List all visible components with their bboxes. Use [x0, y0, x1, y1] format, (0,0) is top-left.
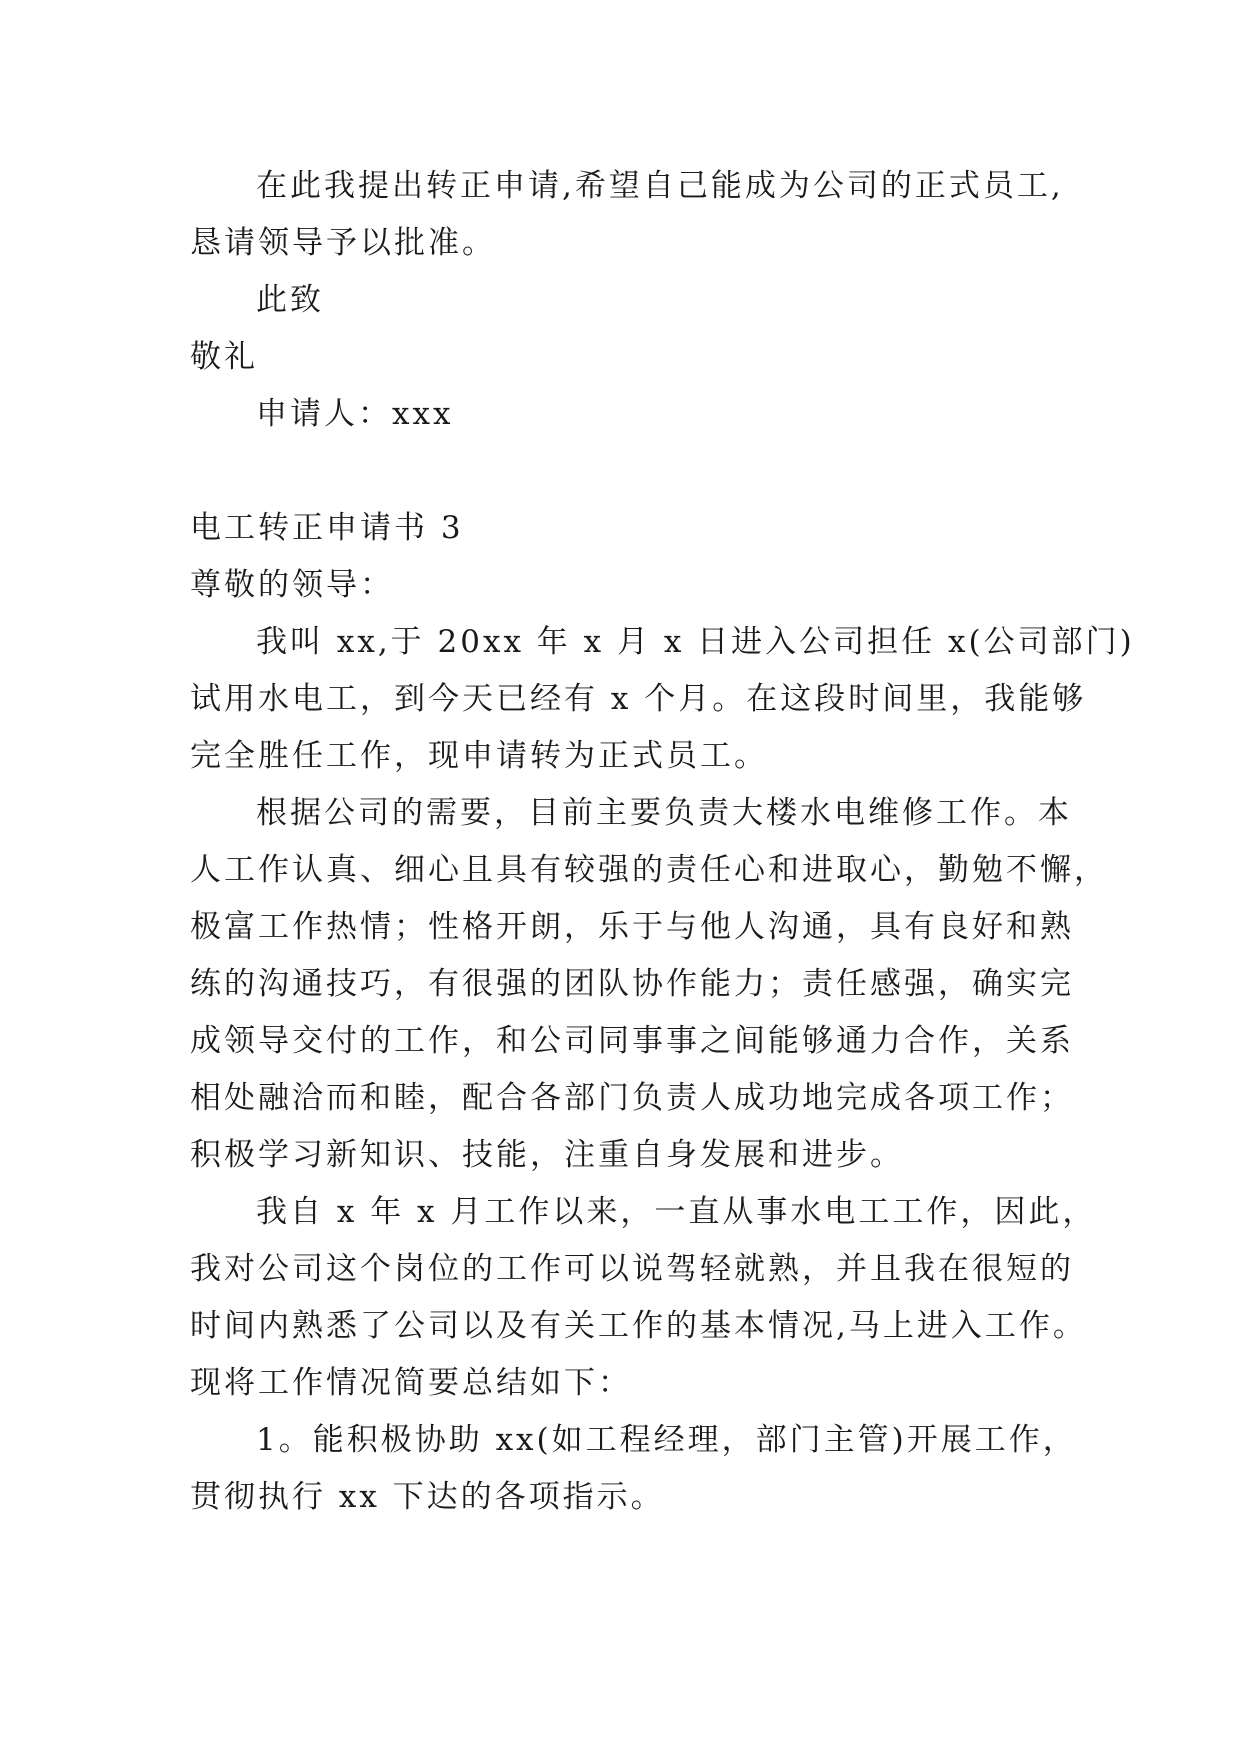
paragraph-line: 在此我提出转正申请,希望自己能成为公司的正式员工,: [256, 168, 1064, 204]
applicant-signature: 申请人：xxx: [256, 396, 454, 432]
paragraph-line: 我叫 xx,于 20xx 年 x 月 x 日进入公司担任 x(公司部门): [256, 624, 1135, 660]
paragraph-line: 根据公司的需要，目前主要负责大楼水电维修工作。本: [256, 795, 1072, 831]
paragraph-line: 时间内熟悉了公司以及有关工作的基本情况,马上进入工作。: [190, 1308, 1087, 1344]
list-item: 1。能积极协助 xx(如工程经理，部门主管)开展工作，: [256, 1422, 1077, 1458]
closing-salutation: 此致: [256, 282, 324, 318]
paragraph-line: 我自 x 年 x 月工作以来，一直从事水电工工作，因此，: [256, 1194, 1097, 1230]
paragraph-line: 恳请领导予以批准。: [190, 225, 496, 261]
paragraph-line: 相处融洽而和睦，配合各部门负责人成功地完成各项工作；: [190, 1080, 1074, 1116]
paragraph-line: 练的沟通技巧，有很强的团队协作能力；责任感强，确实完: [190, 966, 1074, 1002]
section-title: 电工转正申请书 3: [190, 510, 464, 546]
paragraph-line: 人工作认真、细心且具有较强的责任心和进取心，勤勉不懈，: [190, 852, 1108, 888]
greeting: 尊敬的领导：: [190, 567, 394, 603]
paragraph-line: 极富工作热情；性格开朗，乐于与他人沟通，具有良好和熟: [190, 909, 1074, 945]
paragraph-line: 现将工作情况简要总结如下：: [190, 1365, 632, 1401]
list-item-continuation: 贯彻执行 xx 下达的各项指示。: [190, 1479, 665, 1515]
paragraph-line: 我对公司这个岗位的工作可以说驾轻就熟，并且我在很短的: [190, 1251, 1074, 1287]
closing-regards: 敬礼: [190, 339, 258, 375]
paragraph-line: 完全胜任工作，现申请转为正式员工。: [190, 738, 768, 774]
paragraph-line: 成领导交付的工作，和公司同事事之间能够通力合作，关系: [190, 1023, 1074, 1059]
paragraph-line: 试用水电工，到今天已经有 x 个月。在这段时间里，我能够: [190, 681, 1087, 717]
paragraph-line: 积极学习新知识、技能，注重自身发展和进步。: [190, 1137, 904, 1173]
